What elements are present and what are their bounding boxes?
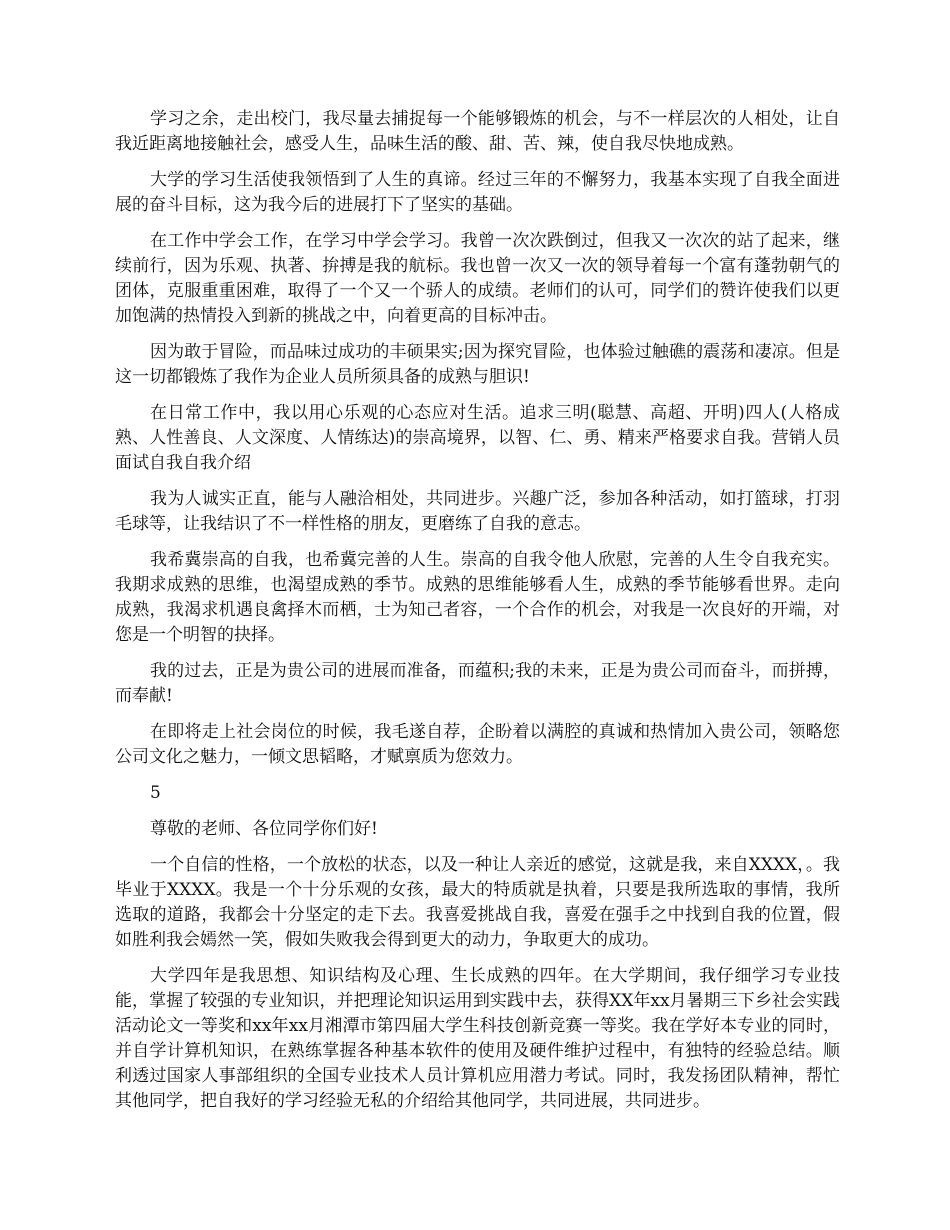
section-number: 5 [150,783,161,803]
paragraph: 在工作中学会工作，在学习中学会学习。我曾一次次跌倒过，但我又一次次的站了起来，继续前行，因为乐观、执著、拚搏是我的航标。我也曾一次又一次的领导着每一个富有蓬勃朝气的团体，克服重重困难，取得了一个又一个骄人的成绩。老师们的认可，同学们的赞许使我们以更加饱满的热情投入到新的挑战之中，向着更高的目标冲击。 [115,231,840,326]
paragraph: 我的过去，正是为贵公司的进展而准备，而蕴积;我的未来，正是为贵公司而奋斗，而拼搏，而奉献! [115,661,840,706]
paragraph: 学习之余，走出校门，我尽量去捕捉每一个能够锻炼的机会，与不一样层次的人相处，让自我近距离地接触社会，感受人生，品味生活的酸、甜、苦、辣，使自我尽快地成熟。 [115,109,840,154]
paragraph: 在即将走上社会岗位的时候，我毛遂自荐，企盼着以满腔的真诚和热情加入贵公司，领略您公司文化之魅力，一倾文思韬略，才赋禀质为您效力。 [115,722,840,767]
paragraph: 在日常工作中，我以用心乐观的心态应对生活。追求三明(聪慧、高超、开明)四人(人格成熟、人性善良、人文深度、人情练达)的崇高境界，以智、仁、勇、精来严格要求自我。营销人员面试自我自我介绍 [115,403,840,473]
paragraph: 大学四年是我思想、知识结构及心理、生长成熟的四年。在大学期间，我仔细学习专业技能，掌握了较强的专业知识，并把理论知识运用到实践中去，获得XX年xx月暑期三下乡社会实践活动论文一等奖和xx年xx月湘潭市第四届大学生科技创新竞赛一等奖。我在学好本专业的同时，并自学计算机知识，在熟练掌握各种基本软件的使用及硬件维护过程中，有独特的经验总结。顺利透过国家人事部组织的全国专业技术人员计算机应用潜力考试。同时，我发扬团队精神，帮忙其他同学，把自我好的学习经验无私的介绍给其他同学，共同进展，共同进步。 [115,966,840,1111]
paragraph: 我希冀崇高的自我，也希冀完善的人生。崇高的自我令他人欣慰，完善的人生令自我充实。我期求成熟的思维，也渴望成熟的季节。成熟的思维能够看人生，成熟的季节能够看世界。走向成熟，我渴求机遇良禽择木而栖，士为知己者容，一个合作的机会，对我是一次良好的开端，对您是一个明智的抉择。 [115,550,840,645]
document-body [115,107,840,1125]
greeting: 尊敬的老师、各位同学你们好! [150,819,378,839]
paragraph: 大学的学习生活使我领悟到了人生的真谛。经过三年的不懈努力，我基本实现了自我全面进展的奋斗目标，这为我今后的进展打下了坚实的基础。 [115,170,840,215]
paragraph: 因为敢于冒险，而品味过成功的丰硕果实;因为探究冒险，也体验过触礁的震荡和凄凉。但是这一切都锻炼了我作为企业人员所须具备的成熟与胆识! [115,342,840,387]
paragraph: 一个自信的性格，一个放松的状态，以及一种让人亲近的感觉，这就是我，来自XXXX，。我毕业于XXXX。我是一个十分乐观的女孩，最大的特质就是执着，只要是我所选取的事情，我所选取的道路，我都会十分坚定的走下去。我喜爱挑战自我，喜爱在强手之中找到自我的位置，假如胜利我会嫣然一笑，假如失败我会得到更大的动力，争取更大的成功。 [115,855,840,950]
paragraph: 我为人诚实正直，能与人融洽相处，共同进步。兴趣广泛，参加各种活动，如打篮球，打羽毛球等，让我结识了不一样性格的朋友，更磨练了自我的意志。 [115,489,840,534]
